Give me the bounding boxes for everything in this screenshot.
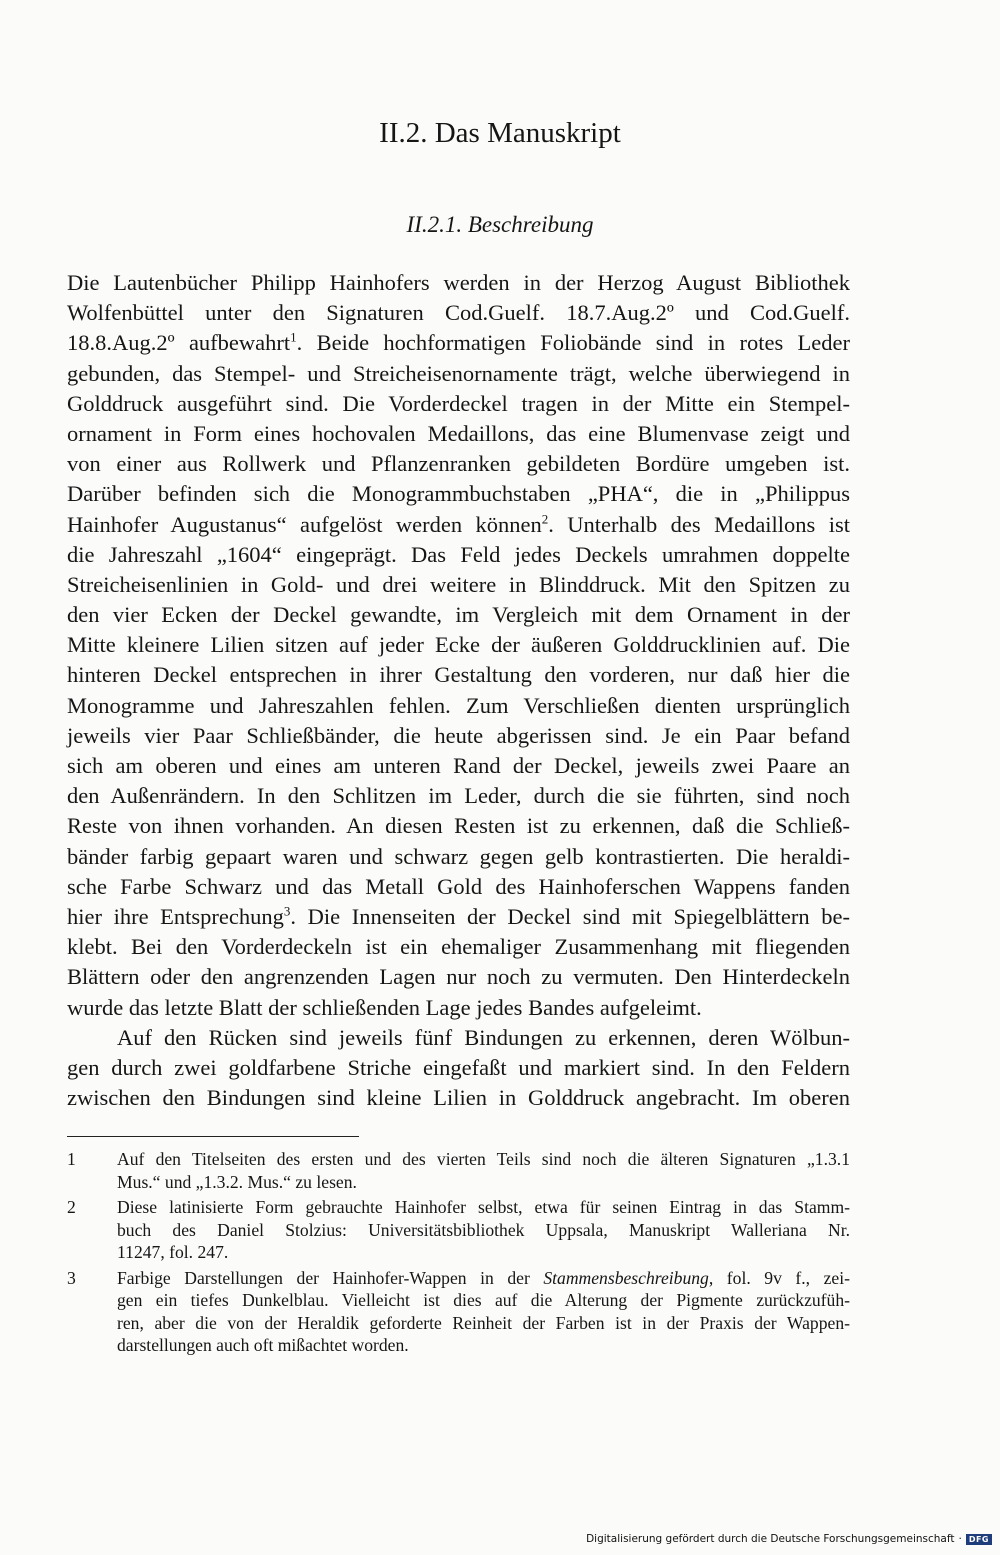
footnotes (67, 1148, 850, 1360)
footnote-line: Farbige Darstellungen der Hainhofer-Wappen in der Stammensbeschreibung, fol. 9v f., zei- (117, 1267, 850, 1288)
footnote-line: gen ein tiefes Dunkelblau. Vielleicht ist dies auf die Alterung der Pigmente zurückzufüh- (117, 1290, 850, 1310)
text-line: hinteren Deckel entsprechen in ihrer Gestaltung den vorderen, nur daß hier die (67, 662, 850, 688)
footnote-line: Mus.“ und „1.3.2. Mus.“ zu lesen. (117, 1171, 357, 1192)
footnote-line: buch des Daniel Stolzius: Universitätsbibliothek Uppsala, Manuskript Walleriana Nr. (117, 1219, 850, 1240)
text-line: sich am oberen und eines am unteren Rand der Deckel, jeweils zwei Paare an (67, 753, 850, 778)
text-line: die Jahreszahl „1604“ eingeprägt. Das Feld jedes Deckels umrahmen doppelte (67, 541, 850, 567)
footer-separator: · (958, 1533, 962, 1545)
footnote-line: Diese latinisierte Form gebrauchte Hainhofer selbst, etwa für seinen Eintrag in das Stamm- (117, 1197, 850, 1217)
text-line: Die Lautenbücher Philipp Hainhofers werden in der Herzog August Bibliothek (67, 270, 850, 295)
footnote-line: Auf den Titelseiten des ersten und des vierten Teils sind noch die älteren Signaturen „1.3.1 (117, 1149, 850, 1169)
text-line: jeweils vier Paar Schließbänder, die heute abgerissen sind. Je ein Paar befand (67, 722, 850, 748)
footnote-ref: 3 (283, 903, 291, 919)
footnote (67, 1148, 850, 1193)
text-line: Streicheisenlinien in Gold- und drei weitere in Blinddruck. Mit den Spitzen zu (67, 571, 850, 597)
text-line: Monogramme und Jahreszahlen fehlen. Zum Verschließen dienten ursprünglich (67, 692, 850, 718)
footnote (67, 1196, 850, 1264)
text-line: gen durch zwei goldfarbene Striche eingefaßt und markiert sind. In den Feldern (67, 1054, 850, 1080)
chapter-title: II.2. Das Manuskript (379, 117, 621, 149)
text-line: Darüber befinden sich die Monogrammbuchstaben „PHA“, die in „Philippus (67, 481, 850, 507)
footnote-line: ren, aber die von der Heraldik geforderte Reinheit der Farben ist in der Praxis der Wappen- (117, 1312, 850, 1333)
section-title: II.2.1. Beschreibung (406, 212, 594, 237)
text-line: sche Farbe Schwarz und das Metall Gold des Hainhoferschen Wappens fanden (67, 873, 850, 899)
text-line: den vier Ecken der Deckel gewandte, im Vergleich mit dem Ornament in der (67, 602, 850, 628)
text-line: wurde das letzte Blatt der schließenden Lage jedes Bandes aufgeleimt. (67, 994, 702, 1020)
text-line: bänder farbig gepaart waren und schwarz gegen gelb kontrastierten. Die heraldi- (67, 843, 850, 869)
text-line: Golddruck ausgeführt sind. Die Vorderdeckel tragen in der Mitte ein Stempel- (67, 390, 850, 416)
text-line: zwischen den Bindungen sind kleine Lilien in Golddruck angebracht. Im oberen (67, 1085, 850, 1111)
text-line: Hainhofer Augustanus“ aufgelöst werden können$^2$. Unterhalb des Medaillons ist (67, 511, 850, 537)
footnote (67, 1267, 850, 1357)
dfg-logo: DFG (966, 1534, 992, 1545)
text-line: von einer aus Rollwerk und Pflanzenranken gebildeten Bordüre umgeben ist. (67, 451, 850, 477)
body-text (67, 268, 850, 1113)
text-line: den Außenrändern. In den Schlitzen im Leder, durch die sie führten, sind noch (67, 783, 850, 809)
text-line: gebunden, das Stempel- und Streicheisenornamente trägt, welche überwiegend in (67, 360, 850, 386)
digitization-footer (586, 1533, 992, 1545)
text-line: klebt. Bei den Vorderdeckeln ist ein ehemaliger Zusammenhang mit fliegenden (67, 934, 850, 960)
text-line: Mitte kleinere Lilien sitzen auf jeder Ecke der äußeren Golddrucklinien auf. Die (67, 632, 850, 658)
footnote-number: 2 (67, 1197, 76, 1217)
text-line: hier ihre Entsprechung$^3$. Die Innenseiten der Deckel sind mit Spiegelblättern be- (67, 903, 850, 929)
work-title: Stammensbeschreibung (543, 1267, 709, 1288)
footnote-number: 1 (67, 1149, 76, 1169)
footnote-ref: 2 (541, 511, 549, 526)
text-line: Wolfenbüttel unter den Signaturen Cod.Guelf. 18.7.Aug.2º und Cod.Guelf. (67, 300, 850, 326)
footnote-line: 11247, fol. 247. (117, 1242, 229, 1262)
footnote-divider (67, 1136, 359, 1137)
footnote-number: 3 (67, 1267, 76, 1288)
text-line: ornament in Form eines hochovalen Medaillons, das eine Blumenvase zeigt und (67, 420, 850, 446)
text-line: Reste von ihnen vorhanden. An diesen Resten ist zu erkennen, daß die Schließ- (67, 813, 850, 839)
footnote-ref: 1 (290, 329, 297, 345)
footer-text: Digitalisierung gefördert durch die Deutsche Forschungsgemeinschaft (586, 1533, 955, 1545)
footnote-line: darstellungen auch oft mißachtet worden. (117, 1335, 409, 1355)
text-line: Blättern oder den angrenzenden Lagen nur noch zu vermuten. Den Hinterdeckeln (67, 964, 850, 990)
text-line: 18.8.Aug.2º aufbewahrt$^1$. Beide hochformatigen Foliobände sind in rotes Leder (67, 329, 851, 356)
text-line: Auf den Rücken sind jeweils fünf Bindungen zu erkennen, deren Wölbun- (117, 1024, 850, 1050)
